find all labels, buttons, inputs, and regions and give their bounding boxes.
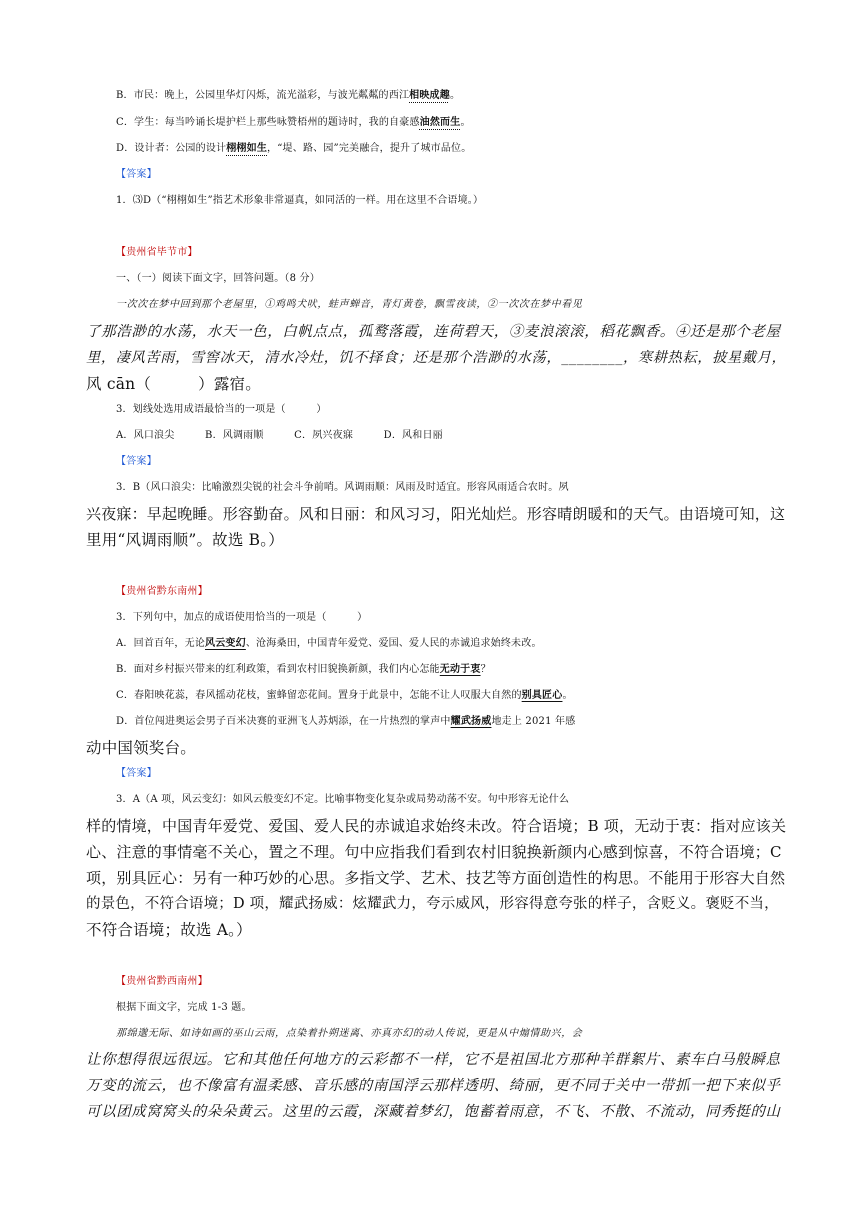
dotted-idiom: 油然而生 bbox=[419, 117, 461, 128]
option-c-line: C．春阳映花蕊，春风摇动花枝，蜜蜂留恋花间。置身于此景中，怎能不让人叹服大自然的别具匠心。 bbox=[116, 690, 573, 701]
underlined-idiom: 风云变幻 bbox=[205, 638, 246, 649]
option-d-line: D．首位闯进奥运会男子百米决赛的亚洲飞人苏炳添，在一片热烈的掌声中耀武扬威地走上 2021 年感 bbox=[116, 716, 576, 727]
answer-line: 心、注意的事情毫不关心，置之不理。句中应指我们看到农村旧貌换新颜内心感到惊喜，不符合语境；C bbox=[86, 843, 782, 861]
passage-line: 那绵邈无际、如诗如画的巫山云雨，点染着扑朔迷离、亦真亦幻的动人传说，更是从中煽情助兴，会 bbox=[116, 1028, 583, 1039]
question-text: 3．划线处选用成语最恰当的一项是（ ） bbox=[116, 404, 327, 415]
region-heading: 【贵州省黔西南州】 bbox=[116, 976, 208, 987]
section-intro: 根据下面文字，完成 1-3 题。 bbox=[116, 1002, 252, 1013]
passage-line: 了那浩渺的水荡，水天一色，白帆点点，孤鹜落霞，连荷碧天，③麦浪滚滚，稻花飘香。④还是那个老屋 bbox=[86, 324, 781, 340]
answer-tag: 【答案】 bbox=[116, 768, 157, 779]
region-heading: 【贵州省黔东南州】 bbox=[116, 586, 208, 597]
underlined-idiom: 别具匠心 bbox=[521, 690, 563, 701]
region-heading: 【贵州省毕节市】 bbox=[116, 247, 198, 258]
options-line: A．风口浪尖 B．风调雨顺 C．夙兴夜寐 D．风和日丽 bbox=[116, 430, 443, 441]
passage-line: 可以团成窝窝头的朵朵黄云。这里的云霞，深藏着梦幻，饱蓄着雨意，不飞、不散、不流动，同秀挺的山 bbox=[86, 1104, 781, 1120]
answer-line: 样的情境，中国青年爱党、爱国、爱人民的赤诚追求始终未改。符合语境；B 项，无动于衷：指对应该关 bbox=[86, 817, 787, 835]
underlined-idiom: 无动于衷 bbox=[439, 664, 481, 675]
question-text: 3．下列句中，加点的成语使用恰当的一项是（ ） bbox=[116, 612, 368, 623]
answer-line: 兴夜寐：早起晚睡。形容勤奋。风和日丽：和风习习，阳光灿烂。形容晴朗暖和的天气。由语境可知，这 bbox=[86, 505, 786, 523]
answer-line: 项，别具匠心：另有一种巧妙的心思。多指文学、艺术、技艺等方面创造性的构思。不能用于形容大自然 bbox=[86, 869, 786, 887]
section-intro: 一、（一）阅读下面文字，回答问题。（8 分） bbox=[116, 273, 320, 284]
answer-tag: 【答案】 bbox=[116, 456, 157, 467]
answer-text: 1．⑶D（“栩栩如生”指艺术形象非常逼真，如同活的一样。用在这里不合语境。） bbox=[116, 195, 484, 206]
passage-line: 里，凄风苦雨，雪窖冰天，清水冷灶，饥不择食；还是那个浩渺的水荡，________，寒耕热耘，披星戴月， bbox=[86, 350, 787, 366]
answer-line: 3．A（A 项，风云变幻：如风云般变幻不定。比喻事物变化复杂或局势动荡不安。句中形容无论什么 bbox=[116, 794, 570, 805]
option-a-line: A．回首百年，无论风云变幻、沧海桑田，中国青年爱党、爱国、爱人民的赤诚追求始终未改。 bbox=[116, 638, 542, 649]
passage-line: 风 cān（ ）露宿。 bbox=[86, 375, 261, 393]
answer-tag: 【答案】 bbox=[116, 169, 157, 180]
dotted-idiom: 相映成趣 bbox=[409, 90, 450, 101]
passage-line: 让你想得很远很远。它和其他任何地方的云彩都不一样，它不是祖国北方那种羊群絮片、素车白马般瞬息 bbox=[86, 1052, 781, 1068]
answer-line: 的景色，不符合语境；D 项，耀武扬威：炫耀武力，夸示威风，形容得意夸张的样子，含贬义。褒贬不当， bbox=[86, 896, 779, 912]
answer-line: 3．B（风口浪尖：比喻激烈尖锐的社会斗争前哨。风调雨顺：风雨及时适宜。形容风雨适合农时。夙 bbox=[116, 482, 569, 493]
answer-line: 不符合语境；故选 A。） bbox=[86, 921, 252, 939]
option-d-line: D．设计者：公园的设计栩栩如生，“堤、路、园”完美融合，提升了城市品位。 bbox=[116, 143, 472, 154]
option-b-line: B．市民：晚上，公园里华灯闪烁，流光溢彩，与波光粼粼的西江相映成趣。 bbox=[116, 90, 461, 101]
underlined-idiom: 耀武扬威 bbox=[450, 716, 492, 727]
passage-line: 一次次在梦中回到那个老屋里，①鸡鸣犬吠，蛙声蝉音，青灯黄卷，飘雪夜读，②一次次在梦中看见 bbox=[116, 299, 583, 310]
option-c-line: C．学生：每当吟诵长堤护栏上那些咏赞梧州的题诗时，我的自豪感油然而生。 bbox=[116, 117, 471, 128]
dotted-idiom: 栩栩如生 bbox=[226, 143, 268, 154]
option-d-cont: 动中国领奖台。 bbox=[86, 739, 196, 757]
answer-line: 里用“风调雨顺”。故选 B。） bbox=[86, 531, 284, 549]
passage-line: 万变的流云，也不像富有温柔感、音乐感的南国浮云那样透明、绮丽，更不同于关中一带抓一把下来似乎 bbox=[86, 1078, 781, 1094]
option-b-line: B．面对乡村振兴带来的红利政策，看到农村旧貌换新颜，我们内心怎能无动于衷？ bbox=[116, 664, 491, 675]
